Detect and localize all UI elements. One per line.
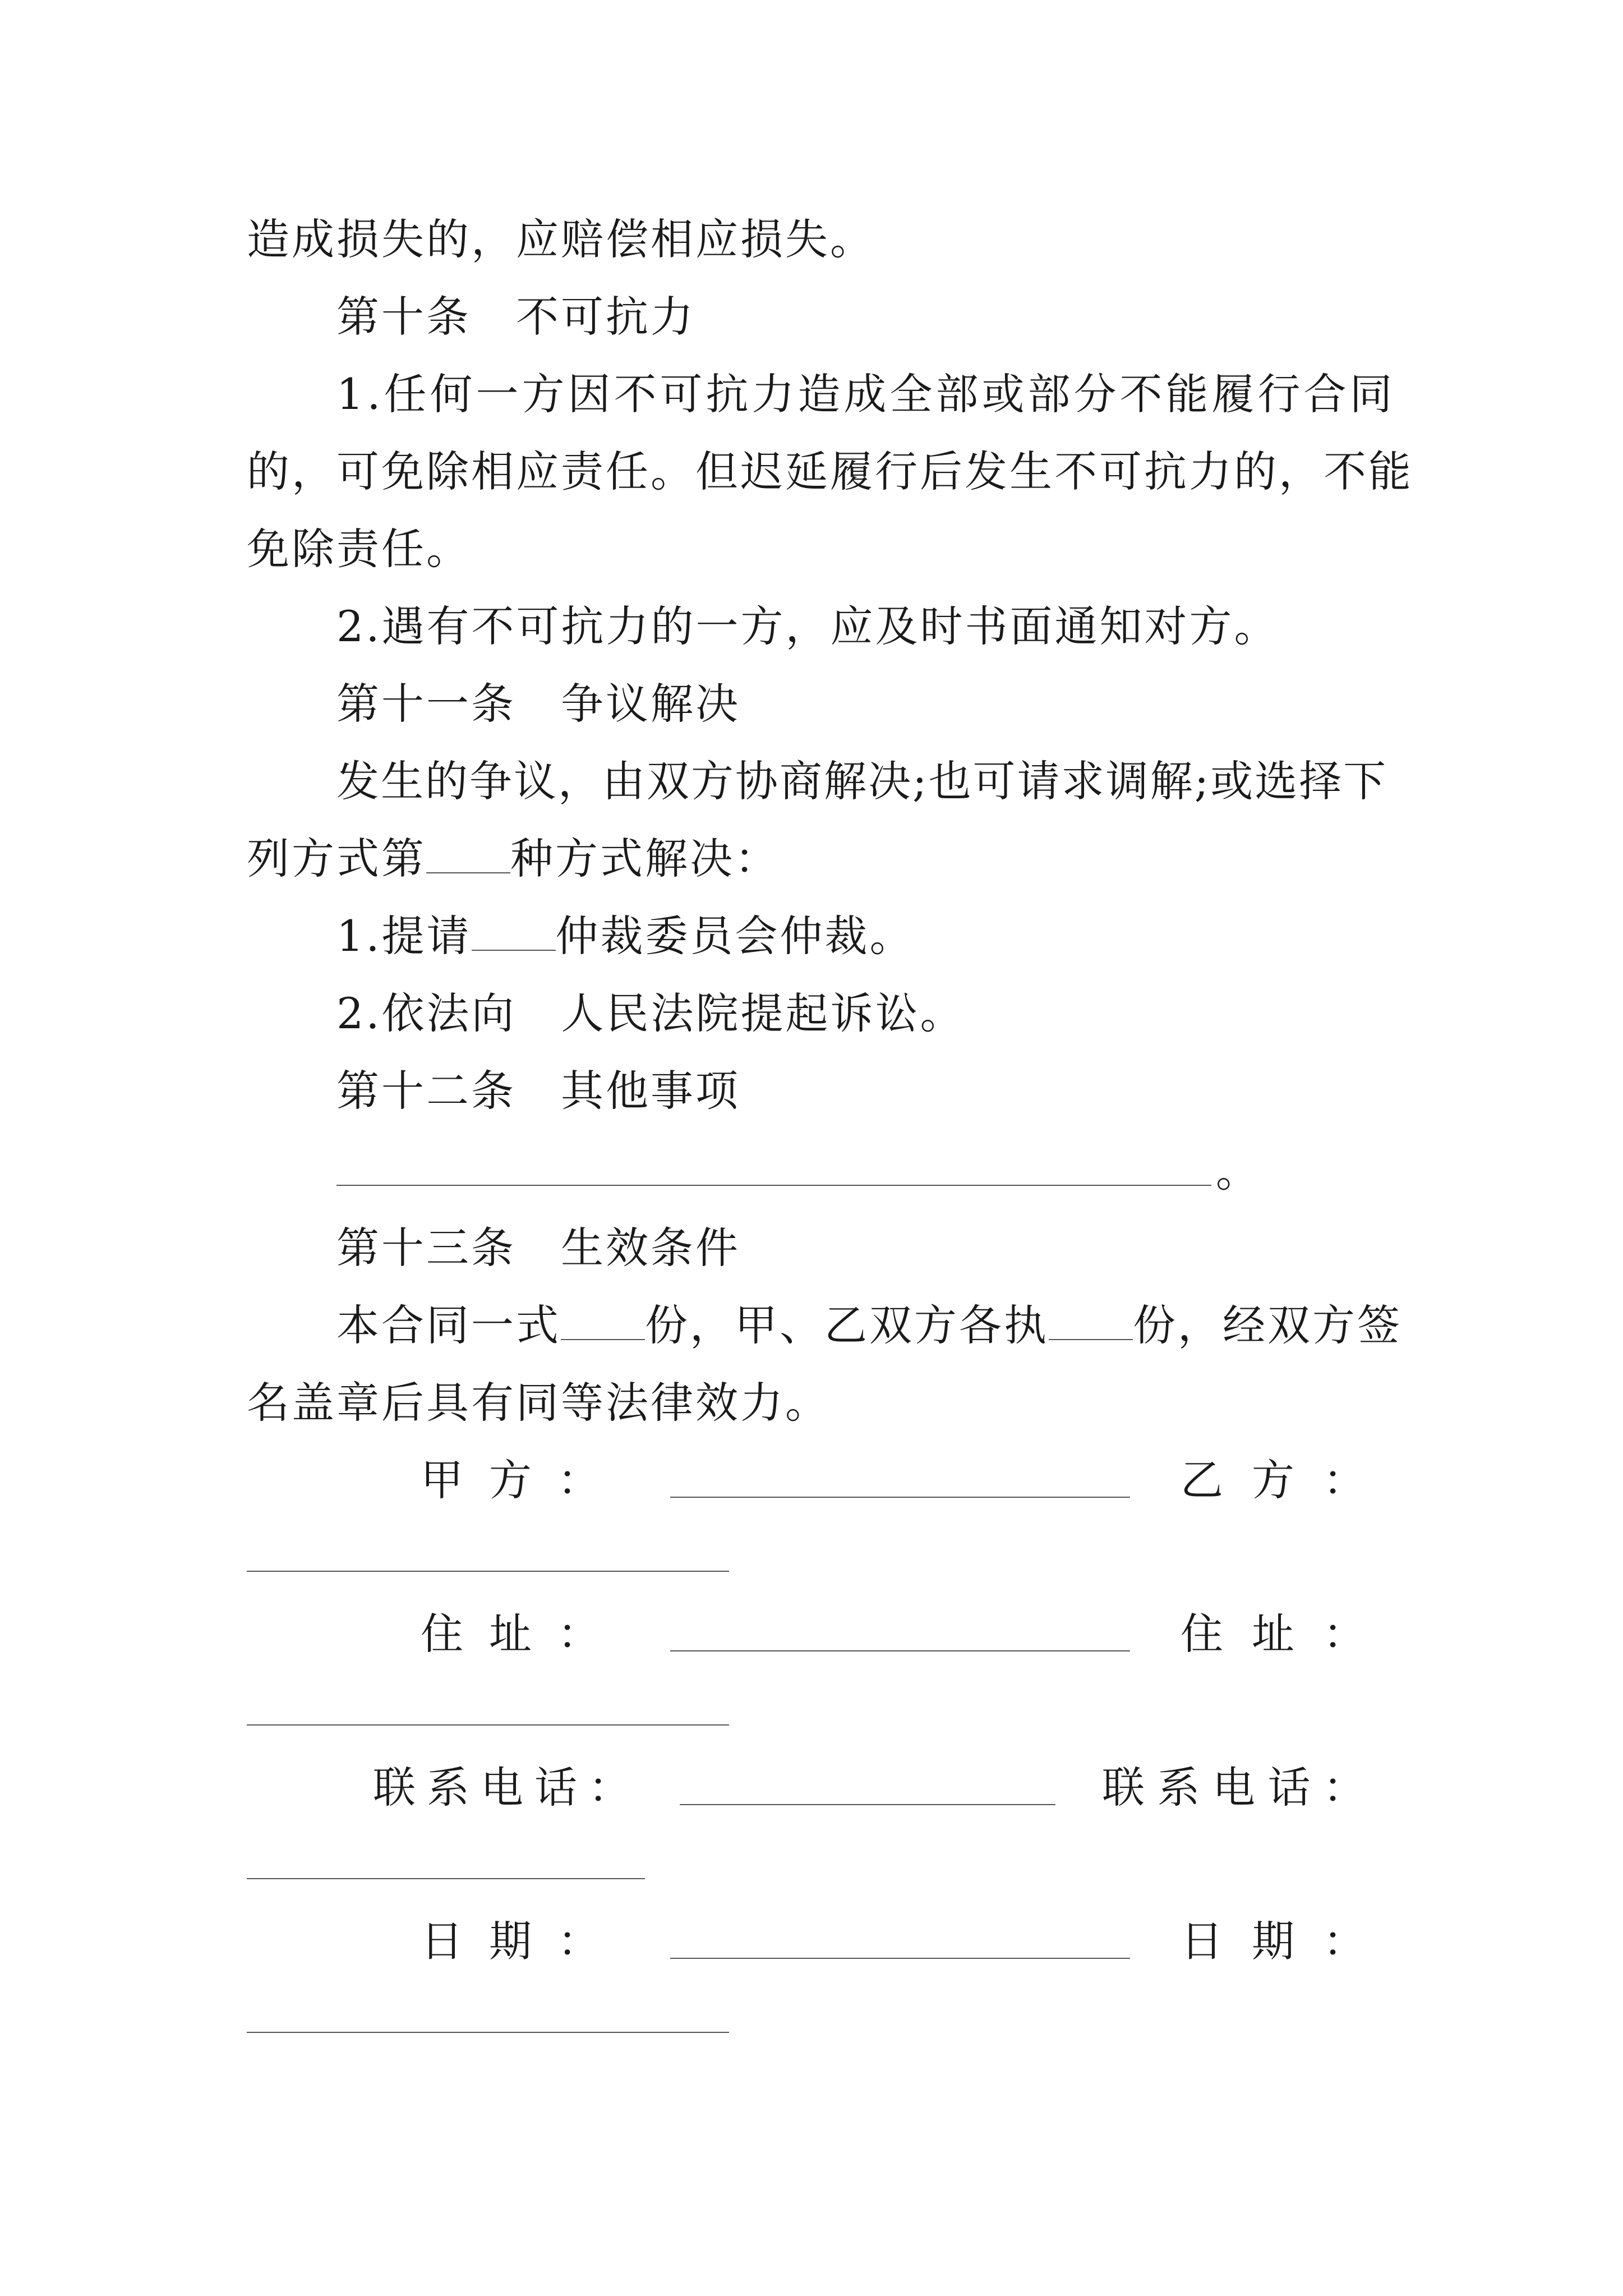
date-b-field[interactable] — [247, 2032, 729, 2033]
party-b-label: 乙 方 ： — [1181, 1455, 1366, 1505]
heading: 第十三条 生效条件 — [336, 1223, 740, 1273]
address-a-label: 住 址 ： — [421, 1609, 600, 1659]
address-b-label: 住 址 ： — [1181, 1609, 1366, 1659]
text-line: 1.任何一方因不可抗力造成全部或部分不能履行合同 — [336, 369, 1396, 419]
text-segment: 1.提请 — [336, 911, 472, 961]
blank-copies-total[interactable] — [561, 1302, 645, 1340]
article-11-title — [336, 679, 740, 729]
article-10-p1-line3 — [247, 524, 471, 574]
blank-arbitration[interactable] — [472, 913, 556, 951]
article-10-title — [336, 292, 695, 342]
text-segment: 份，甲、乙双方各执 — [645, 1300, 1049, 1350]
party-a-label: 甲 方 ： — [421, 1455, 600, 1505]
blank-other-matters[interactable] — [336, 1185, 1211, 1186]
article-13-title — [336, 1223, 740, 1273]
heading: 第十条 不可抗力 — [336, 292, 695, 342]
address-b-field[interactable] — [247, 1724, 729, 1726]
article-11-p-line1 — [336, 756, 1387, 807]
address-a-field[interactable] — [670, 1650, 1130, 1651]
article-13-line2 — [247, 1378, 830, 1428]
article-12-end — [1216, 1147, 1261, 1197]
article-12-title — [336, 1066, 740, 1116]
article-10-p1-line2 — [247, 447, 1413, 497]
text-line: 2.依法向 人民法院提起诉讼。 — [336, 988, 965, 1038]
blank-choice[interactable] — [426, 835, 510, 873]
date-b-label: 日 期 ： — [1181, 1916, 1366, 1966]
text-segment: 列方式第 — [247, 834, 426, 884]
phone-b-field[interactable] — [247, 1878, 645, 1879]
party-b-field[interactable] — [247, 1571, 729, 1572]
article-11-item2 — [336, 988, 965, 1039]
phone-b-label: 联 系 电 话 ： — [1102, 1763, 1366, 1812]
heading: 第十二条 其他事项 — [336, 1066, 740, 1116]
text-line: 名盖章后具有同等法律效力。 — [247, 1378, 830, 1428]
date-a-label: 日 期 ： — [421, 1916, 600, 1966]
phone-a-label: 联 系 电 话 ： — [373, 1763, 631, 1812]
phone-a-field[interactable] — [680, 1804, 1055, 1805]
article-11-item1 — [336, 911, 915, 961]
text-segment: 本合同一式 — [336, 1300, 561, 1350]
text-segment: 份，经双方签 — [1133, 1300, 1402, 1350]
article-11-p-line2 — [247, 834, 780, 884]
party-a-field[interactable] — [670, 1497, 1130, 1498]
heading: 第十一条 争议解决 — [336, 679, 740, 729]
text-line: 2.遇有不可抗力的一方，应及时书面通知对方。 — [336, 601, 1279, 651]
article-10-p2 — [336, 601, 1279, 652]
text-segment: 。 — [1216, 1147, 1261, 1197]
text-line: 免除责任。 — [247, 524, 471, 574]
blank-copies-each[interactable] — [1049, 1302, 1133, 1340]
article-10-p1-line1 — [336, 369, 1396, 420]
article-13-line1 — [336, 1300, 1402, 1351]
text-segment: 仲裁委员会仲裁。 — [555, 911, 915, 961]
text-line: 发生的争议，由双方协商解决;也可请求调解;或选择下 — [336, 756, 1388, 806]
date-a-field[interactable] — [670, 1958, 1130, 1959]
text-segment: 种方式解决： — [510, 834, 780, 884]
text-line: 造成损失的，应赔偿相应损失。 — [247, 214, 875, 264]
paragraph-loss — [247, 214, 875, 265]
text-line: 的，可免除相应责任。但迟延履行后发生不可抗力的，不能 — [247, 447, 1413, 496]
